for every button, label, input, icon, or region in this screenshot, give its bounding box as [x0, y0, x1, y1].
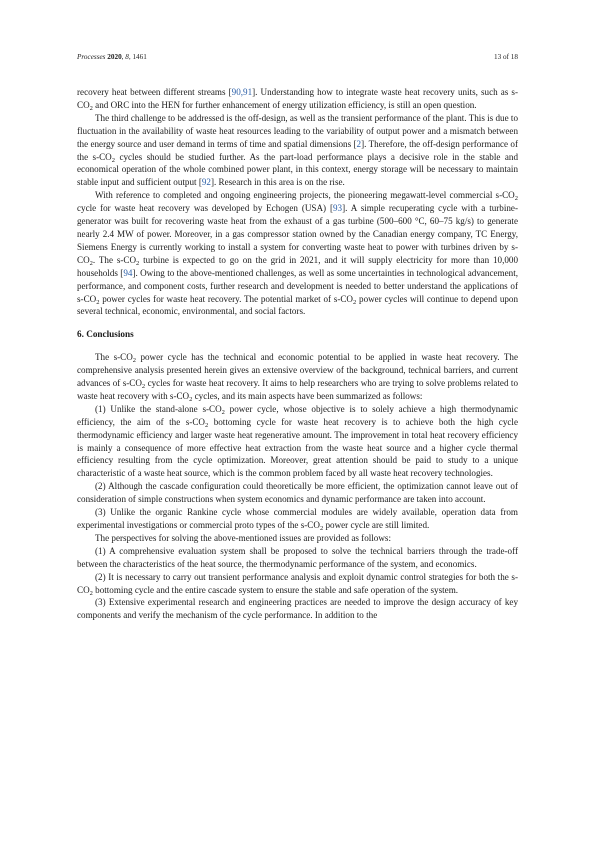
text-run: ]. A simple recuperating cycle with a turbine-generator was built for recovering waste heat from the exhaust of a gas turbine (500–600 °C, 60–75 kg/s) to generate nearly 2.4 MW of power. Moreover, in a gas compressor station owned by the Canadian energy company, TC Energy, Siemens Energy is currently working to install a system for converting waste heat to power with turbines driven by s-CO: [77, 203, 518, 265]
text-run: cycles, and its main aspects have been summarized as follows:: [192, 390, 423, 401]
text-run: (2) It is necessary to carry out transient performance analysis and exploit dynamic control strategies for both the s-CO: [77, 571, 518, 595]
paragraph: [77, 596, 518, 622]
citation-link[interactable]: 2: [356, 138, 362, 149]
subscript: 2: [189, 395, 193, 403]
journal-citation: Processes 2020, 8, 1461: [77, 53, 147, 61]
text-run: The third challenge to be addressed is the off-design, as well as the transient performance of the plant. This is due to fluctuation in the availability of waste heat resources leading to the variability of output power and a mismatch between the energy source and user demand in terms of time and spatial dimensions [: [77, 112, 518, 149]
text-run: recovery heat between different streams [: [77, 87, 232, 97]
subscript: 2: [136, 259, 140, 267]
citation-link[interactable]: 92: [201, 177, 211, 188]
subscript: 2: [111, 156, 115, 164]
paragraph: [77, 351, 518, 403]
running-header: [77, 53, 518, 65]
citation-link[interactable]: 90,91: [231, 87, 253, 97]
subscript: 2: [319, 525, 324, 532]
text-run: (3) Unlike the organic Rankine cycle whose commercial modules are widely available, operation data from experimental investigations or commercial proto types of the s-CO: [77, 507, 518, 530]
text-run: bottoming cycle and the entire cascade system to ensure the stable and safe operation of the system.: [92, 584, 459, 595]
text-run: ]. Research in this area is on the rise.: [210, 177, 345, 188]
text-run: (2) Although the cascade configuration could theoretically be more efficient, the optimization cannot leave out of consideration of simple constructions when system economics and dynamic performance are taken into account.: [77, 481, 518, 505]
section-heading: [77, 328, 518, 341]
text-run: power cycles for waste heat recovery. The potential market of s-CO: [99, 293, 354, 304]
subscript: 2: [89, 104, 93, 112]
text-run: 6. Conclusions: [77, 329, 134, 340]
text-run: cycles should be studied further. As the part-load performance plays a decisive role in the stable and economical operation of the whole combined power plant, in this context, energy storage will be necessary to maintain stable input and sufficient output [: [77, 151, 518, 188]
text-run: (3) Extensive experimental research and engineering practices are needed to improve the design accuracy of key components and verify the mechanism of the cycle performance. In addition to the: [77, 597, 518, 621]
subscript: 2: [89, 259, 93, 267]
paragraph: [77, 506, 518, 532]
subscript: 2: [89, 589, 93, 597]
text-run: cycle for waste heat recovery was developed by Echogen (USA) [: [77, 203, 333, 214]
journal-year: 2020: [107, 53, 122, 61]
text-run: turbine is expected to go on the grid in 2021, and it will supply electricity for more than 10,000 households [: [77, 254, 518, 278]
text-run: The perspectives for solving the above-mentioned issues are provided as follows:: [95, 532, 391, 543]
text-run: bottoming cycle for waste heat recovery is to achieve both the high cycle thermodynamic efficiency and larger waste heat regenerative amount. The improvement in total heat recovery efficiency is mainly a consequence of more effective heat extraction from the waste heat source and a higher cycle thermal efficiency resulting from the cycle optimization. Moreover, great attention should be paid to study to a unique characteristic of a waste heat source, which is the common problem faced by all waste heat recovery technologies.: [77, 416, 518, 479]
article-number: 1461: [132, 53, 147, 61]
text-run: power cycle, whose objective is to solely achieve a high thermodynamic efficiency, the aim of the s-CO: [77, 403, 518, 427]
subscript: 2: [514, 195, 518, 203]
text-run: power cycle are still limited.: [323, 520, 430, 530]
text-run: With reference to completed and ongoing engineering projects, the pioneering megawatt-level commercial s-CO: [95, 190, 515, 201]
paragraph: [77, 545, 518, 571]
subscript: 2: [221, 408, 225, 416]
paragraph: [77, 86, 518, 112]
subscript: 2: [132, 357, 137, 365]
text-run: ]. Owing to the above-mentioned challenges, as well as some uncertainties in technological advancement, performance, and component costs, further research and development is needed to better understand the applications of s-CO: [77, 267, 518, 304]
paragraph: [77, 403, 518, 480]
paragraph: [77, 532, 518, 545]
subscript: 2: [353, 298, 357, 306]
text-run: (1) A comprehensive evaluation system shall be proposed to solve the technical barriers through the trade-off between the characteristics of the heat source, the thermodynamic performance of the system, and economics.: [77, 545, 518, 569]
journal-name: Processes: [77, 53, 106, 61]
text-run: and ORC into the HEN for further enhancement of energy utilization efficiency, is still an open question.: [92, 99, 477, 110]
subscript: 2: [96, 298, 100, 306]
paragraph: [77, 571, 518, 597]
subscript: 2: [141, 383, 146, 391]
text-run: (1) Unlike the stand-alone s-CO: [95, 403, 222, 414]
text-run: . The s-CO: [92, 254, 137, 265]
text-run: cycles for waste heat recovery. It aims to help researchers who are trying to solve problems related to waste heat recovery with s-CO: [77, 378, 518, 401]
paragraph: [77, 189, 518, 318]
text-run: ]. Understanding how to integrate waste heat recovery units, such as s-CO: [77, 87, 518, 110]
citation-link[interactable]: 94: [123, 267, 133, 278]
text-run: The s-CO: [95, 352, 133, 363]
page-number: 13 of 18: [494, 53, 518, 61]
text-run: power cycles will continue to depend upon several technical, economic, environmental, and social factors.: [77, 293, 519, 317]
journal-volume: 8: [125, 53, 129, 61]
subscript: 2: [204, 421, 209, 429]
paragraph: [77, 112, 518, 189]
text-run: ]. Therefore, the off-design performance of the s-CO: [77, 138, 518, 162]
body-text: [77, 86, 518, 622]
text-run: power cycle has the technical and economic potential to be applied in waste heat recovery. The comprehensive analysis presented herein gives an extensive overview of the background, technical barriers, and current advances of s-CO: [77, 352, 518, 389]
paragraph: [77, 480, 518, 506]
citation-link[interactable]: 93: [332, 203, 343, 214]
